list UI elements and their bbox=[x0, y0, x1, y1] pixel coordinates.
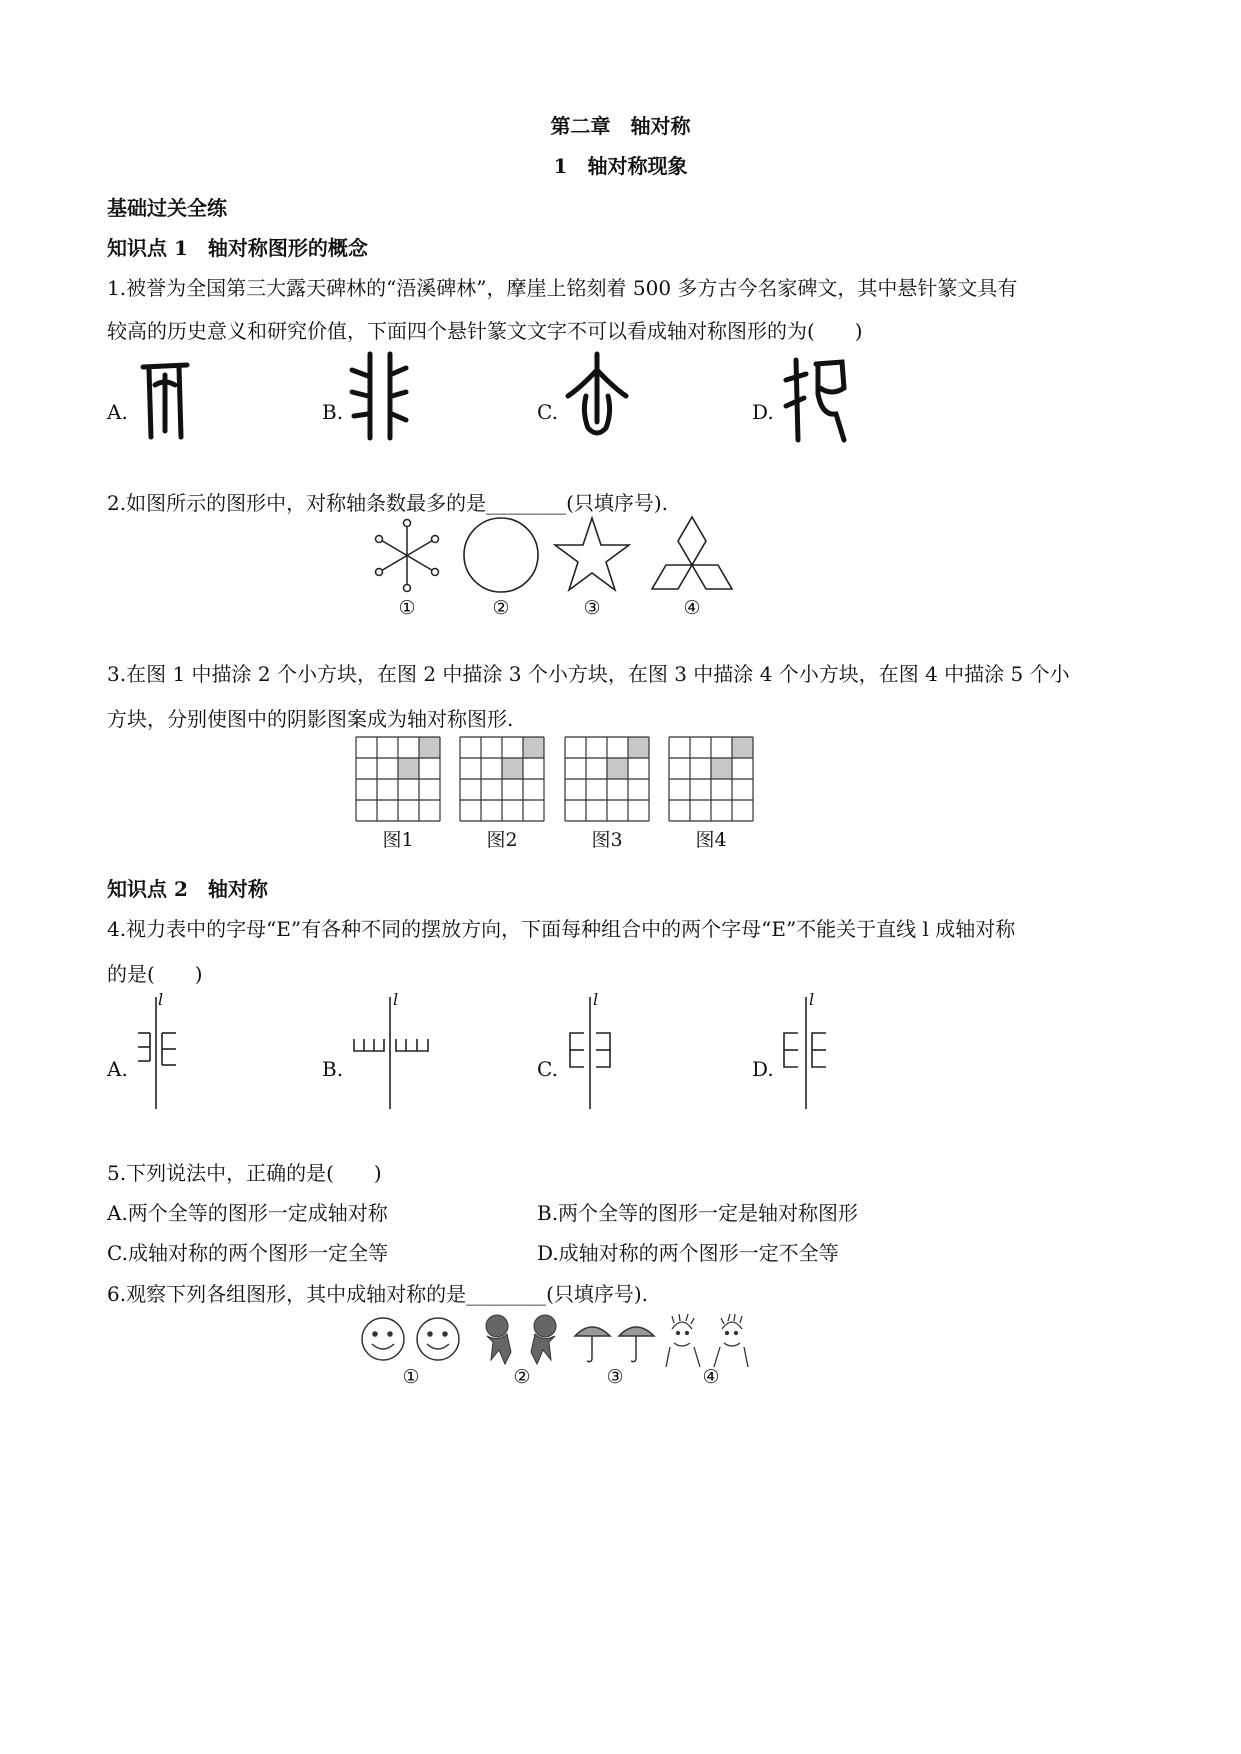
question-5-text: 5.下列说法中，正确的是( ) bbox=[107, 1161, 382, 1185]
q2-label-4: ④ bbox=[683, 597, 701, 619]
q5-option-a: A.两个全等的图形一定成轴对称 bbox=[107, 1201, 388, 1225]
question-1-line-1: 1.被誉为全国第三大露天碑林的“浯溪碑林”，摩崖上铭刻着 500 多方古今名家碑文，其中悬针篆文具有 bbox=[107, 276, 1018, 300]
question-4-line-2: 的是( ) bbox=[107, 962, 203, 986]
q4-b-line-label: l bbox=[393, 990, 399, 1009]
q2-label-3: ③ bbox=[583, 597, 601, 619]
shaded-cell bbox=[628, 737, 649, 758]
question-2-text: 2.如图所示的图形中，对称轴条数最多的是________(只填序号). bbox=[107, 491, 669, 515]
grid-2 bbox=[460, 737, 544, 821]
question-6-text: 6.观察下列各组图形，其中成轴对称的是________(只填序号). bbox=[107, 1282, 649, 1306]
grid-label-3: 图3 bbox=[591, 829, 623, 851]
cartoon-heads-figure bbox=[664, 1313, 754, 1369]
shaded-cell bbox=[732, 737, 753, 758]
q6-label-1: ① bbox=[402, 1366, 420, 1388]
q6-label-2: ② bbox=[513, 1366, 531, 1388]
shaded-cell bbox=[607, 758, 628, 779]
q1-option-b-label: B. bbox=[322, 400, 344, 424]
scarf-figures bbox=[477, 1312, 567, 1368]
grid-label-2: 图2 bbox=[486, 829, 518, 851]
question-4-line-1: 4.视力表中的字母“E”有各种不同的摆放方向，下面每种组合中的两个字母“E”不能关于直线 l 成轴对称 bbox=[107, 917, 1016, 941]
q4-d-line-label: l bbox=[809, 990, 815, 1009]
q1-option-c-label: C. bbox=[537, 400, 558, 424]
q5-option-c: C.成轴对称的两个图形一定全等 bbox=[107, 1241, 388, 1265]
q1-option-a-label: A. bbox=[107, 400, 128, 424]
q2-label-1: ① bbox=[398, 597, 416, 619]
grid-3 bbox=[565, 737, 649, 821]
q4-option-b-label: B. bbox=[322, 1057, 344, 1081]
question-1-line-2: 较高的历史意义和研究价值，下面四个悬针篆文文字不可以看成轴对称图形的为( ) bbox=[107, 319, 863, 343]
q4-c-line-label: l bbox=[593, 990, 599, 1009]
smiley-faces-figure bbox=[356, 1315, 466, 1365]
q4-figure-c bbox=[560, 995, 630, 1113]
q4-option-a-label: A. bbox=[107, 1057, 128, 1081]
grid-label-4: 图4 bbox=[695, 829, 727, 851]
q5-option-b: B.两个全等的图形一定是轴对称图形 bbox=[537, 1201, 859, 1225]
q4-option-c-label: C. bbox=[537, 1057, 558, 1081]
grid-label-1: 图1 bbox=[382, 829, 414, 851]
shaded-cell bbox=[523, 737, 544, 758]
q1-option-d-label: D. bbox=[752, 400, 774, 424]
shaded-cell bbox=[419, 737, 440, 758]
q4-figure-d bbox=[778, 995, 848, 1113]
knowledge-point-1-heading: 知识点 1 轴对称图形的概念 bbox=[107, 236, 368, 260]
q6-label-3: ③ bbox=[606, 1366, 624, 1388]
knowledge-point-2-heading: 知识点 2 轴对称 bbox=[107, 877, 268, 901]
q4-a-line-label: l bbox=[158, 990, 164, 1009]
q2-label-2: ② bbox=[492, 597, 510, 619]
q4-figure-b bbox=[350, 995, 434, 1113]
q4-figure-a bbox=[130, 995, 190, 1113]
chapter-title: 第二章 轴对称 bbox=[550, 114, 691, 138]
section-title: 1 轴对称现象 bbox=[553, 154, 688, 178]
question-3-line-2: 方块，分别使图中的阴影图案成为轴对称图形. bbox=[107, 707, 514, 731]
shaded-cell bbox=[398, 758, 419, 779]
question-3-line-1: 3.在图 1 中描涂 2 个小方块，在图 2 中描涂 3 个小方块，在图 3 中描涂 4 个小方块，在图 4 中描涂 5 个小 bbox=[107, 662, 1070, 686]
shaded-cell bbox=[502, 758, 523, 779]
q5-option-d: D.成轴对称的两个图形一定不全等 bbox=[537, 1241, 839, 1265]
grid-1 bbox=[356, 737, 440, 821]
q6-label-4: ④ bbox=[702, 1366, 720, 1388]
practice-heading: 基础过关全练 bbox=[107, 196, 227, 220]
umbrellas-figure bbox=[572, 1318, 658, 1366]
grid-4 bbox=[669, 737, 753, 821]
shaded-cell bbox=[711, 758, 732, 779]
q4-option-d-label: D. bbox=[752, 1057, 774, 1081]
